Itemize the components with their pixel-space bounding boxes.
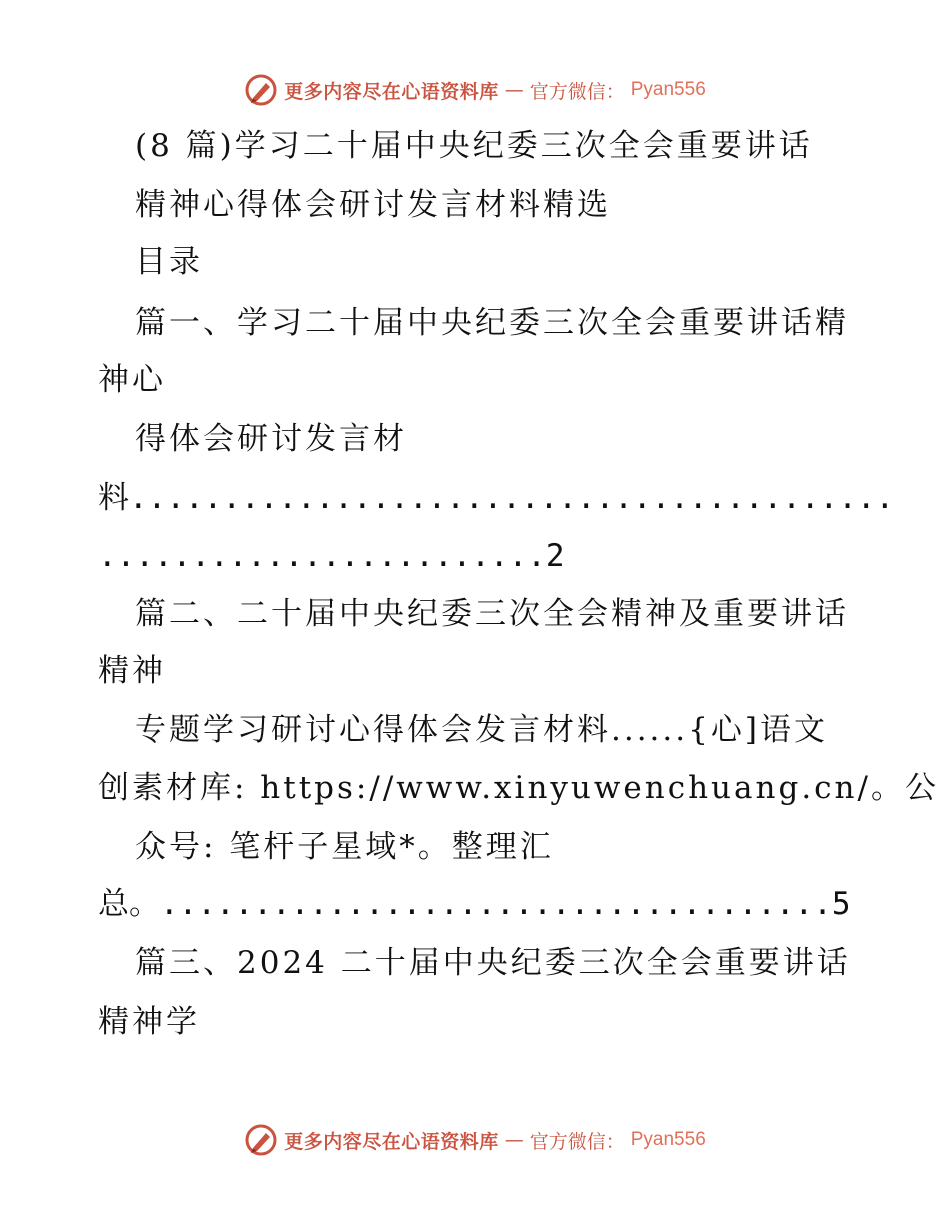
banner-separator: —	[504, 79, 524, 101]
toc-entry-2-line-5: 众号: 笔杆子星域*。整理汇	[135, 829, 554, 865]
toc-entry-3-line-1: 篇三、2024 二十届中央纪委三次全会重要讲话	[135, 945, 851, 981]
toc-entry-2-line-2: 精神	[98, 653, 166, 689]
toc-entry-2-line-3: 专题学习研讨心得体会发言材料......{心]语文	[135, 712, 828, 748]
banner-wechat-label: 官方微信：	[529, 80, 625, 103]
toc-entry-2-line-1: 篇二、二十届中央纪委三次全会精神及重要讲话	[135, 596, 849, 632]
toc-entry-2-page: 总。....................................5	[98, 886, 851, 922]
banner-inner	[244, 73, 706, 107]
toc-entry-2-line-4: 创素材库: https://www.xinyuwenchuang.cn/。公	[98, 770, 939, 806]
doc-title-line-2: 精神心得体会研讨发言材料精选	[135, 187, 611, 223]
header-banner	[0, 70, 950, 110]
toc-entry-1-line-3: 得体会研讨发言材	[135, 421, 407, 457]
banner-main-text: 更多内容尽在心语资料库	[284, 1130, 499, 1153]
banner-wechat-label: 官方微信：	[529, 1130, 625, 1153]
toc-entry-1-line-2: 神心	[98, 362, 166, 398]
toc-entry-1-page: ........................2	[98, 538, 565, 574]
doc-title-line-1: (8 篇)学习二十届中央纪委三次全会重要讲话	[135, 128, 813, 164]
banner-wechat-id: Pyan556	[630, 1129, 706, 1150]
toc-entry-3-line-2: 精神学	[98, 1004, 200, 1040]
pen-logo-icon	[244, 1123, 278, 1157]
pen-logo-icon	[244, 73, 278, 107]
banner-inner-bottom	[244, 1123, 706, 1157]
banner-wechat-id: Pyan556	[630, 79, 706, 100]
footer-banner	[0, 1120, 950, 1160]
banner-main-text: 更多内容尽在心语资料库	[284, 80, 499, 103]
toc-entry-1-line-1: 篇一、学习二十届中央纪委三次全会重要讲话精	[135, 305, 849, 341]
banner-separator: —	[504, 1129, 524, 1151]
toc-entry-1-leader: 料.........................................	[98, 480, 895, 516]
toc-heading: 目录	[135, 244, 203, 280]
